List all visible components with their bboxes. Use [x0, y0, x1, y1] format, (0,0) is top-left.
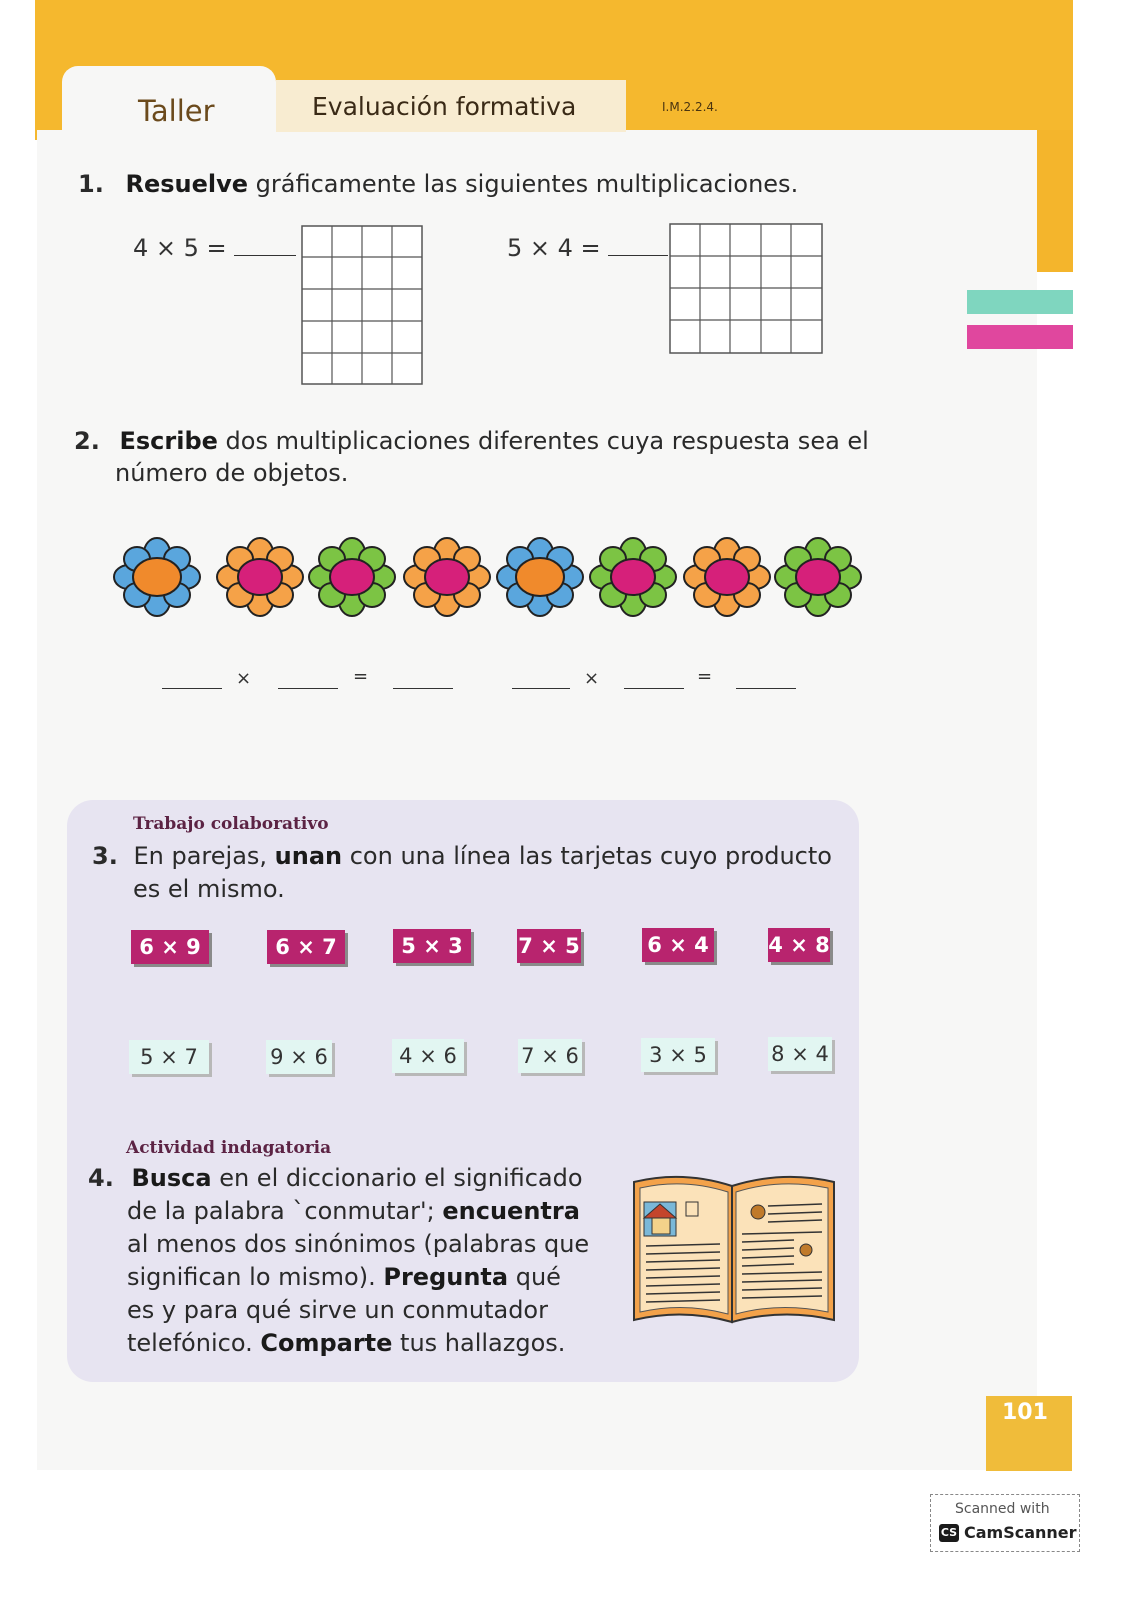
- card-top[interactable]: 7 × 5: [517, 929, 581, 963]
- equation-5x4: [507, 234, 668, 262]
- text-line: telefónico.: [127, 1329, 261, 1357]
- times-sign: ×: [236, 668, 252, 689]
- instruction-verb: Comparte: [260, 1329, 393, 1357]
- grid-4x5: [301, 225, 423, 385]
- text-line: significan lo mismo).: [127, 1263, 384, 1291]
- text-line: al menos dos sinónimos (palabras que: [127, 1230, 590, 1258]
- card-bottom[interactable]: 3 × 5: [641, 1038, 715, 1072]
- flower-icon: [590, 538, 676, 616]
- equals-sign: =: [353, 666, 369, 687]
- instruction-verb: Escribe: [119, 427, 218, 455]
- camscanner-logo-icon: CS: [939, 1524, 959, 1542]
- question-text-pre: En parejas,: [133, 842, 275, 870]
- section-label: Actividad indagatoria: [126, 1138, 332, 1158]
- flower-icon: [404, 538, 490, 616]
- card-bottom[interactable]: 8 × 4: [768, 1037, 832, 1071]
- equation-label: 4 × 5 =: [133, 234, 227, 262]
- tab-evaluacion-label: Evaluación formativa: [312, 92, 577, 121]
- camscanner-watermark: [930, 1494, 1080, 1552]
- question-1: [78, 170, 798, 198]
- question-number: 1.: [78, 170, 104, 198]
- equation-label: 5 × 4 =: [507, 234, 601, 262]
- instruction-verb: Resuelve: [125, 170, 249, 198]
- tab-taller: [62, 66, 276, 146]
- watermark-text: Scanned with: [955, 1501, 1050, 1517]
- flower-icon: [217, 538, 303, 616]
- text-line: qué: [508, 1263, 561, 1291]
- card-bottom[interactable]: 5 × 7: [129, 1040, 209, 1074]
- flower-icon: [497, 538, 583, 616]
- equation-4x5: [133, 234, 296, 262]
- card-bottom[interactable]: 4 × 6: [392, 1039, 464, 1073]
- question-number: 3.: [92, 842, 118, 870]
- factor-blank[interactable]: [162, 688, 222, 689]
- question-text: dos multiplicaciones diferentes cuya respuesta sea el: [217, 427, 869, 455]
- equals-sign: =: [697, 666, 713, 687]
- answer-blank[interactable]: [234, 255, 296, 256]
- card-bottom[interactable]: 7 × 6: [518, 1039, 582, 1073]
- question-number: 2.: [74, 427, 100, 455]
- question-number: 4.: [88, 1164, 114, 1192]
- instruction-verb: Busca: [131, 1164, 212, 1192]
- factor-blank[interactable]: [512, 688, 570, 689]
- text-line: en el diccionario el significado: [211, 1164, 583, 1192]
- text-line: es y para qué sirve un conmutador: [127, 1296, 548, 1324]
- card-top[interactable]: 6 × 9: [131, 930, 209, 964]
- side-stripe-green: [967, 290, 1073, 314]
- answer-blank[interactable]: [608, 255, 668, 256]
- page-number: 101: [1002, 1400, 1048, 1425]
- question-text: gráficamente las siguientes multiplicaciones.: [248, 170, 799, 198]
- dictionary-book-icon: [628, 1172, 840, 1328]
- card-top[interactable]: 6 × 7: [267, 930, 345, 964]
- card-top[interactable]: 4 × 8: [768, 928, 830, 962]
- flower-icon: [775, 538, 861, 616]
- flower-icon: [309, 538, 395, 616]
- side-stripe-pink: [967, 325, 1073, 349]
- section-label: Trabajo colaborativo: [133, 814, 329, 834]
- product-blank[interactable]: [736, 688, 796, 689]
- card-bottom[interactable]: 9 × 6: [266, 1040, 332, 1074]
- factor-blank[interactable]: [624, 688, 684, 689]
- curriculum-code: I.M.2.2.4.: [662, 100, 718, 114]
- tab-taller-label: Taller: [138, 94, 215, 128]
- question-2: [74, 425, 894, 489]
- text-line: tus hallazgos.: [392, 1329, 566, 1357]
- grid-5x4: [669, 223, 823, 354]
- flowers-row: [105, 533, 865, 623]
- card-top[interactable]: 5 × 3: [393, 929, 471, 963]
- page-number-tab: [986, 1396, 1072, 1471]
- instruction-verb: unan: [274, 842, 343, 870]
- product-blank[interactable]: [393, 688, 453, 689]
- flower-icon: [114, 538, 200, 616]
- flower-icon: [684, 538, 770, 616]
- question-3: [92, 840, 852, 906]
- question-text: con una línea las tarjetas cuyo producto: [342, 842, 832, 870]
- tab-evaluacion: [276, 80, 626, 132]
- watermark-brand: CamScanner: [964, 1523, 1077, 1542]
- text-line: de la palabra `conmutar';: [127, 1197, 443, 1225]
- instruction-verb: Pregunta: [383, 1263, 509, 1291]
- question-text-line2: número de objetos.: [115, 459, 349, 487]
- question-4: [88, 1162, 608, 1360]
- card-top[interactable]: 6 × 4: [642, 928, 714, 962]
- instruction-verb: encuentra: [442, 1197, 580, 1225]
- times-sign: ×: [584, 668, 600, 689]
- question-text-line2: es el mismo.: [133, 875, 285, 903]
- factor-blank[interactable]: [278, 688, 338, 689]
